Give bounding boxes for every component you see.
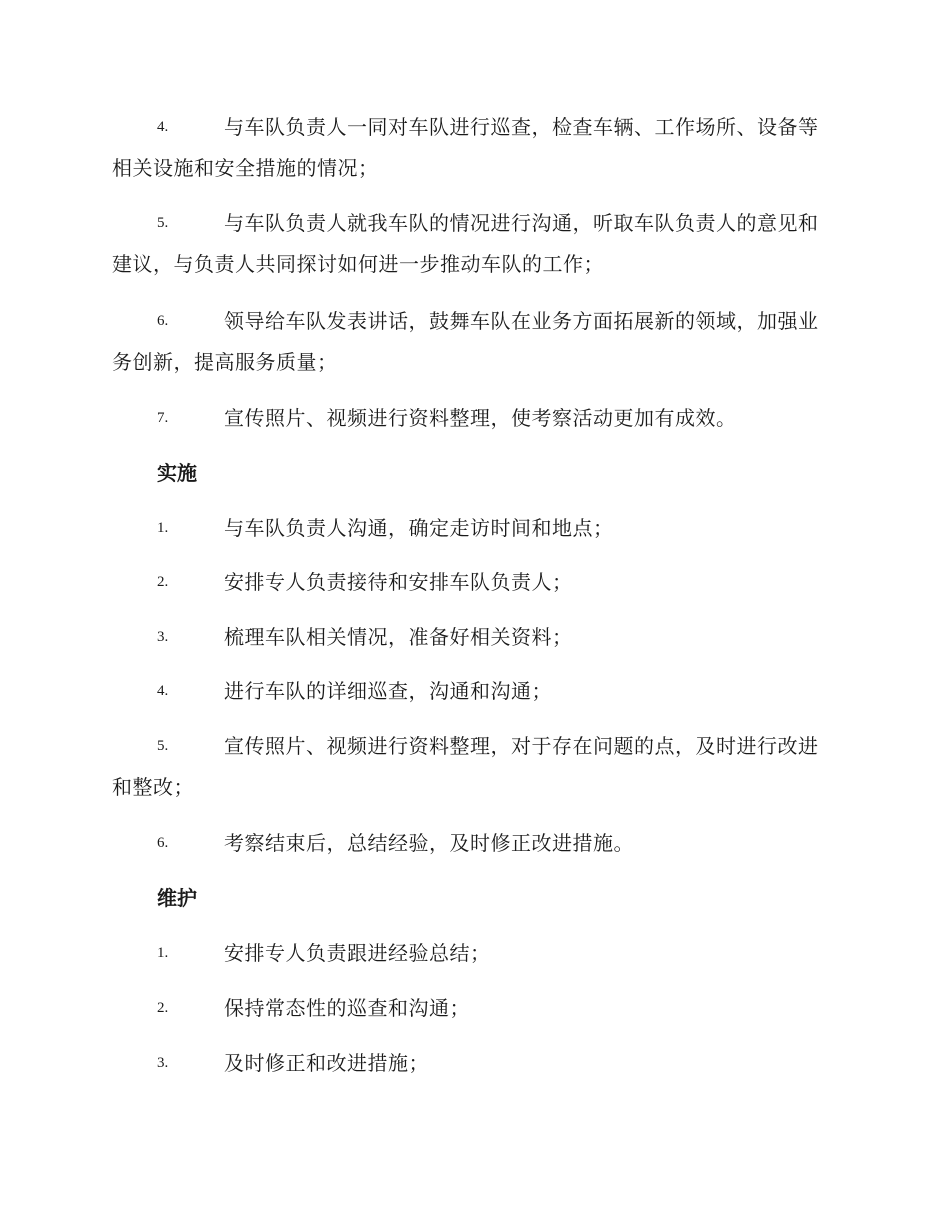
list-item bbox=[112, 1043, 837, 1084]
list-item bbox=[112, 988, 837, 1029]
section-heading-implement: 实施 bbox=[157, 461, 197, 485]
item-number: 7. bbox=[157, 410, 169, 426]
list-item bbox=[112, 823, 837, 864]
item-number: 1. bbox=[157, 945, 169, 961]
list-item bbox=[112, 933, 837, 974]
list-item bbox=[112, 726, 837, 808]
item-text: 与车队负责人沟通，确定走访时间和地点； bbox=[224, 516, 614, 540]
item-text: 与车队负责人就我车队的情况进行沟通，听取车队负责人的意见和建议，与负责人共同探讨如何进一步推动车队的工作； bbox=[112, 211, 819, 276]
item-number: 4. bbox=[157, 119, 169, 135]
item-number: 4. bbox=[157, 683, 169, 699]
list-item bbox=[112, 671, 837, 712]
item-text: 宣传照片、视频进行资料整理，对于存在问题的点，及时进行改进和整改； bbox=[112, 734, 819, 799]
list-item bbox=[112, 203, 837, 285]
list-item bbox=[112, 617, 837, 658]
item-text: 梳理车队相关情况，准备好相关资料； bbox=[224, 625, 573, 649]
item-number: 6. bbox=[157, 835, 169, 851]
list-item bbox=[112, 107, 837, 189]
item-text: 安排专人负责跟进经验总结； bbox=[224, 941, 491, 965]
item-text: 安排专人负责接待和安排车队负责人； bbox=[224, 570, 573, 594]
item-text: 宣传照片、视频进行资料整理，使考察活动更加有成效。 bbox=[224, 406, 737, 430]
item-text: 及时修正和改进措施； bbox=[224, 1051, 429, 1075]
item-number: 3. bbox=[157, 1055, 169, 1071]
item-number: 5. bbox=[157, 215, 169, 231]
item-number: 1. bbox=[157, 520, 169, 536]
item-text: 进行车队的详细巡查，沟通和沟通； bbox=[224, 679, 552, 703]
item-number: 3. bbox=[157, 629, 169, 645]
item-number: 6. bbox=[157, 313, 169, 329]
item-number: 2. bbox=[157, 1000, 169, 1016]
item-text: 与车队负责人一同对车队进行巡查，检查车辆、工作场所、设备等相关设施和安全措施的情况； bbox=[112, 115, 819, 180]
list-item bbox=[112, 398, 837, 439]
item-text: 领导给车队发表讲话，鼓舞车队在业务方面拓展新的领域，加强业务创新，提高服务质量； bbox=[112, 309, 819, 374]
item-text: 考察结束后，总结经验，及时修正改进措施。 bbox=[224, 831, 634, 855]
section-heading-maintain: 维护 bbox=[157, 886, 197, 910]
list-item bbox=[112, 508, 837, 549]
list-item bbox=[112, 301, 837, 383]
list-item bbox=[112, 562, 837, 603]
item-text: 保持常态性的巡查和沟通； bbox=[224, 996, 470, 1020]
item-number: 5. bbox=[157, 738, 169, 754]
item-number: 2. bbox=[157, 574, 169, 590]
